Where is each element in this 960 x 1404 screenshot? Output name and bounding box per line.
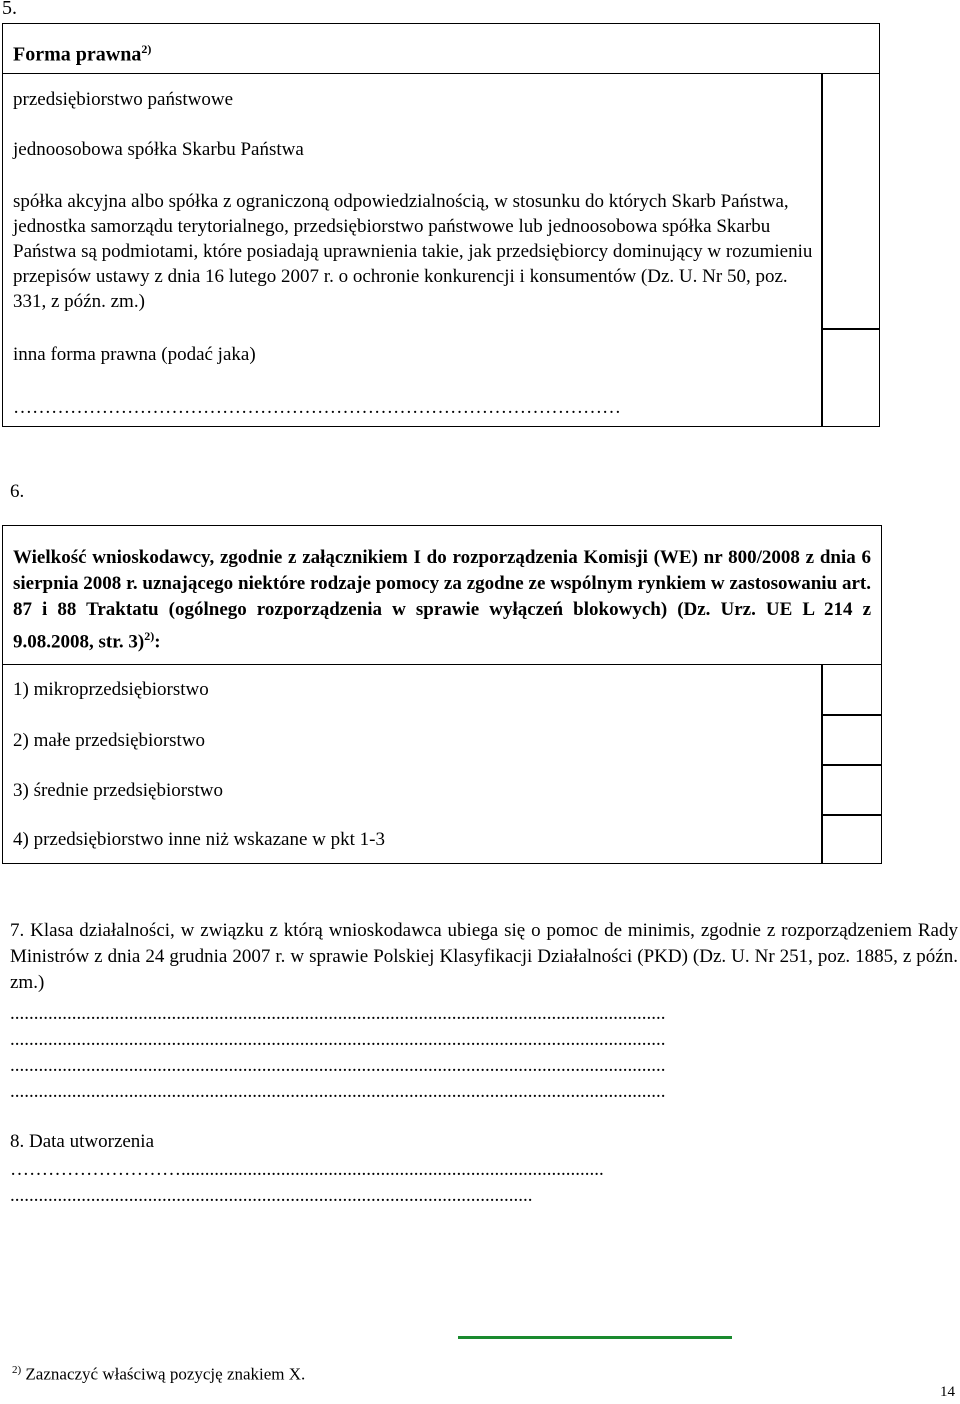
section-5-number: 5. — [2, 0, 17, 19]
section-6-number: 6. — [10, 481, 25, 502]
activity-class-line-3[interactable]: .......................................................................................................................................... — [10, 1055, 666, 1076]
legal-form-option-2: jednoosobowa spółka Skarbu Państwa — [13, 139, 304, 160]
creation-date-line-1[interactable]: ………………………......................................................................................... — [10, 1159, 604, 1180]
legal-form-option-1: przedsiębiorstwo państwowe — [13, 89, 234, 110]
activity-class-line-1[interactable]: .......................................................................................................................................... — [10, 1003, 666, 1024]
company-size-option-3: 3) średnie przedsiębiorstwo — [13, 780, 223, 801]
activity-class-line-2[interactable]: .......................................................................................................................................... — [10, 1029, 666, 1050]
checkbox-size-1[interactable] — [823, 666, 881, 714]
legal-form-option-4: inna forma prawna (podać jaka) — [13, 344, 256, 365]
checkbox-legal-form-2[interactable] — [823, 330, 881, 426]
legal-form-option-3: spółka akcyjna albo spółka z ograniczoną odpowiedzialnością, w stosunku do których Skarb Państwa, jednostka samorządu terytorialnego, przedsiębiorstwo państwowe lub jednoosobowa spółka Skarbu Państwa są podmiotami, które posiadają uprawnienia takie, jak przedsiębiorcy dominujący w rozumieniu przepisów ustawy z dnia 16 lutego 2007 r. o ochronie konkurencji i konsumentów (Dz. U. Nr 50, poz. 331, z późn. zm.) — [13, 191, 813, 312]
checkbox-size-4[interactable] — [823, 816, 881, 863]
legal-form-title: Forma prawna$^{2)}$ — [13, 42, 152, 66]
legal-form-header — [3, 24, 879, 74]
company-size-header-text: Wielkość wnioskodawcy, zgodnie z załącznikiem I do rozporządzenia Komisji (WE) nr 800/2008 z dnia 6 sierpnia 2008 r. uznającego niektóre rodzaje pomocy za zgodne ze wspólnym rynkiem w zastosowaniu art. 87 i 88 Traktatu (ogólnego rozporządzenia w sprawie wyłączeń blokowych) (Dz. Urz. UE L 214 z 9.08.2008, str. 3)$^{2)}$: — [13, 547, 871, 653]
footnote-separator — [458, 1336, 732, 1339]
other-legal-form-blank: …………………………………………………………………………………… — [13, 397, 621, 418]
company-size-table — [2, 525, 882, 864]
creation-date-line-2[interactable]: .............................................................................................................. — [10, 1185, 533, 1206]
company-size-option-2: 2) małe przedsiębiorstwo — [13, 730, 206, 751]
company-size-header — [3, 526, 881, 665]
page-number: 14 — [940, 1384, 955, 1400]
section-8-label: 8. Data utworzenia — [10, 1131, 155, 1152]
company-size-option-4: 4) przedsiębiorstwo inne niż wskazane w pkt 1-3 — [13, 829, 385, 850]
activity-class-line-4[interactable]: .......................................................................................................................................... — [10, 1081, 666, 1102]
checkbox-legal-form-1[interactable] — [823, 73, 881, 328]
footnote: $^{2)}$ Zaznaczyć właściwą pozycję znakiem X. — [12, 1364, 306, 1384]
section-7-text: 7. Klasa działalności, w związku z którą wnioskodawca ubiega się o pomoc de minimis, zgodnie z rozporządzeniem Rady Ministrów z dnia 24 grudnia 2007 r. w sprawie Polskiej Klasyfikacji Działalności (PKD) (Dz. U. Nr 251, poz. 1885, z późn. zm.) — [10, 920, 958, 993]
checkbox-size-3[interactable] — [823, 766, 881, 814]
checkbox-size-2[interactable] — [823, 716, 881, 764]
company-size-option-1: 1) mikroprzedsiębiorstwo — [13, 679, 209, 700]
legal-form-table — [2, 23, 880, 427]
